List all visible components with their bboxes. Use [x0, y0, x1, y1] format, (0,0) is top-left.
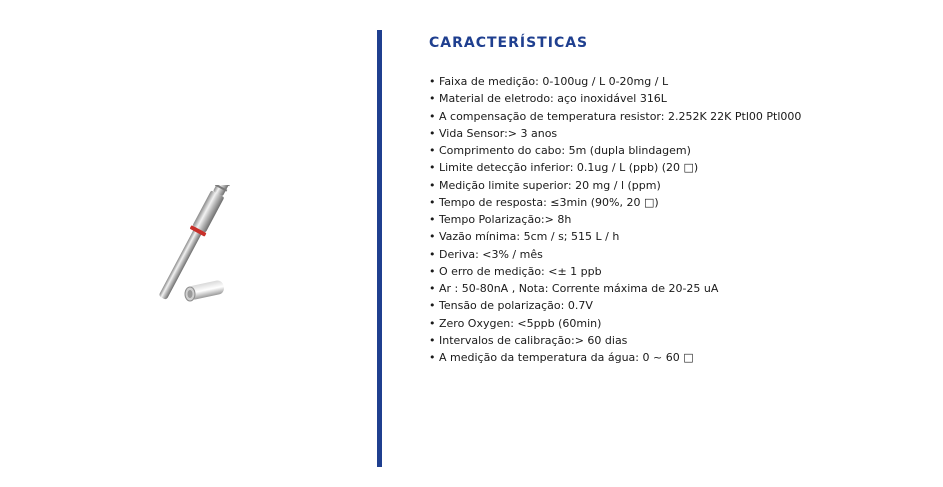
spec-item: [429, 194, 801, 211]
spec-item: [429, 349, 801, 366]
bullet-icon: •: [429, 109, 436, 123]
section-heading: CARACTERÍSTICAS: [429, 35, 589, 51]
bullet-icon: •: [429, 264, 436, 278]
bullet-icon: •: [429, 92, 436, 106]
bullet-icon: •: [429, 230, 436, 244]
spec-item: [429, 211, 801, 228]
spec-text: Limite detecção inferior: 0.1ug / L (ppb) (20 □): [439, 161, 699, 175]
spec-text: A medição da temperatura da água: 0 ~ 60 □: [439, 351, 694, 364]
bullet-icon: •: [429, 75, 436, 88]
bullet-icon: •: [429, 126, 436, 140]
bullet-icon: •: [429, 282, 436, 295]
bullet-icon: •: [429, 178, 436, 192]
spec-text: Faixa de medição: 0-100ug / L 0-20mg / L: [439, 75, 669, 88]
bullet-icon: •: [429, 333, 436, 347]
dissolved-oxygen-sensor-image: [120, 185, 250, 320]
spec-text: O erro de medição: <± 1 ppb: [439, 264, 602, 278]
spec-item: [429, 125, 801, 142]
spec-text: Ar : 50-80nA , Nota: Corrente máxima de 20-25 uA: [439, 282, 719, 295]
spec-text: Comprimento do cabo: 5m (dupla blindagem): [439, 144, 691, 157]
spec-item: [429, 246, 801, 263]
bullet-icon: •: [429, 299, 436, 313]
spec-item: [429, 263, 801, 280]
spec-text: Deriva: <3% / mês: [439, 247, 543, 261]
spec-text: Vazão mínima: 5cm / s; 515 L / h: [439, 230, 620, 244]
spec-item: [429, 332, 801, 349]
bullet-icon: •: [429, 213, 436, 226]
spec-text: A compensação de temperatura resistor: 2.252K 22K Ptl00 Ptl000: [439, 109, 802, 123]
spec-item: [429, 108, 801, 125]
spec-text: Zero Oxygen: <5ppb (60min): [439, 316, 602, 330]
spec-text: Material de eletrodo: aço inoxidável 316L: [439, 92, 667, 106]
probe-body: [155, 185, 239, 302]
spec-item: [429, 159, 801, 176]
spec-text: Vida Sensor:> 3 anos: [439, 126, 558, 140]
spec-text: Tempo Polarização:> 8h: [439, 213, 572, 226]
bullet-icon: •: [429, 161, 436, 175]
spec-item: [429, 73, 801, 90]
bullet-icon: •: [429, 195, 436, 209]
vertical-divider: [377, 30, 382, 467]
spec-text: Tempo de resposta: ≤3min (90%, 20 □): [439, 195, 659, 209]
spec-item: [429, 315, 801, 332]
spec-text: Medição limite superior: 20 mg / l (ppm): [439, 178, 661, 192]
spec-item: [429, 142, 801, 159]
spec-item: [429, 228, 801, 245]
bullet-icon: •: [429, 144, 436, 157]
spec-text: Intervalos de calibração:> 60 dias: [439, 333, 628, 347]
spec-item: [429, 280, 801, 297]
spec-text: Tensão de polarização: 0.7V: [439, 299, 593, 313]
spec-item: [429, 177, 801, 194]
bullet-icon: •: [429, 247, 436, 261]
spec-item: [429, 297, 801, 314]
membrane-cap: [185, 279, 225, 301]
spec-list: [429, 73, 801, 366]
spec-item: [429, 90, 801, 107]
bullet-icon: •: [429, 351, 436, 364]
bullet-icon: •: [429, 316, 436, 330]
